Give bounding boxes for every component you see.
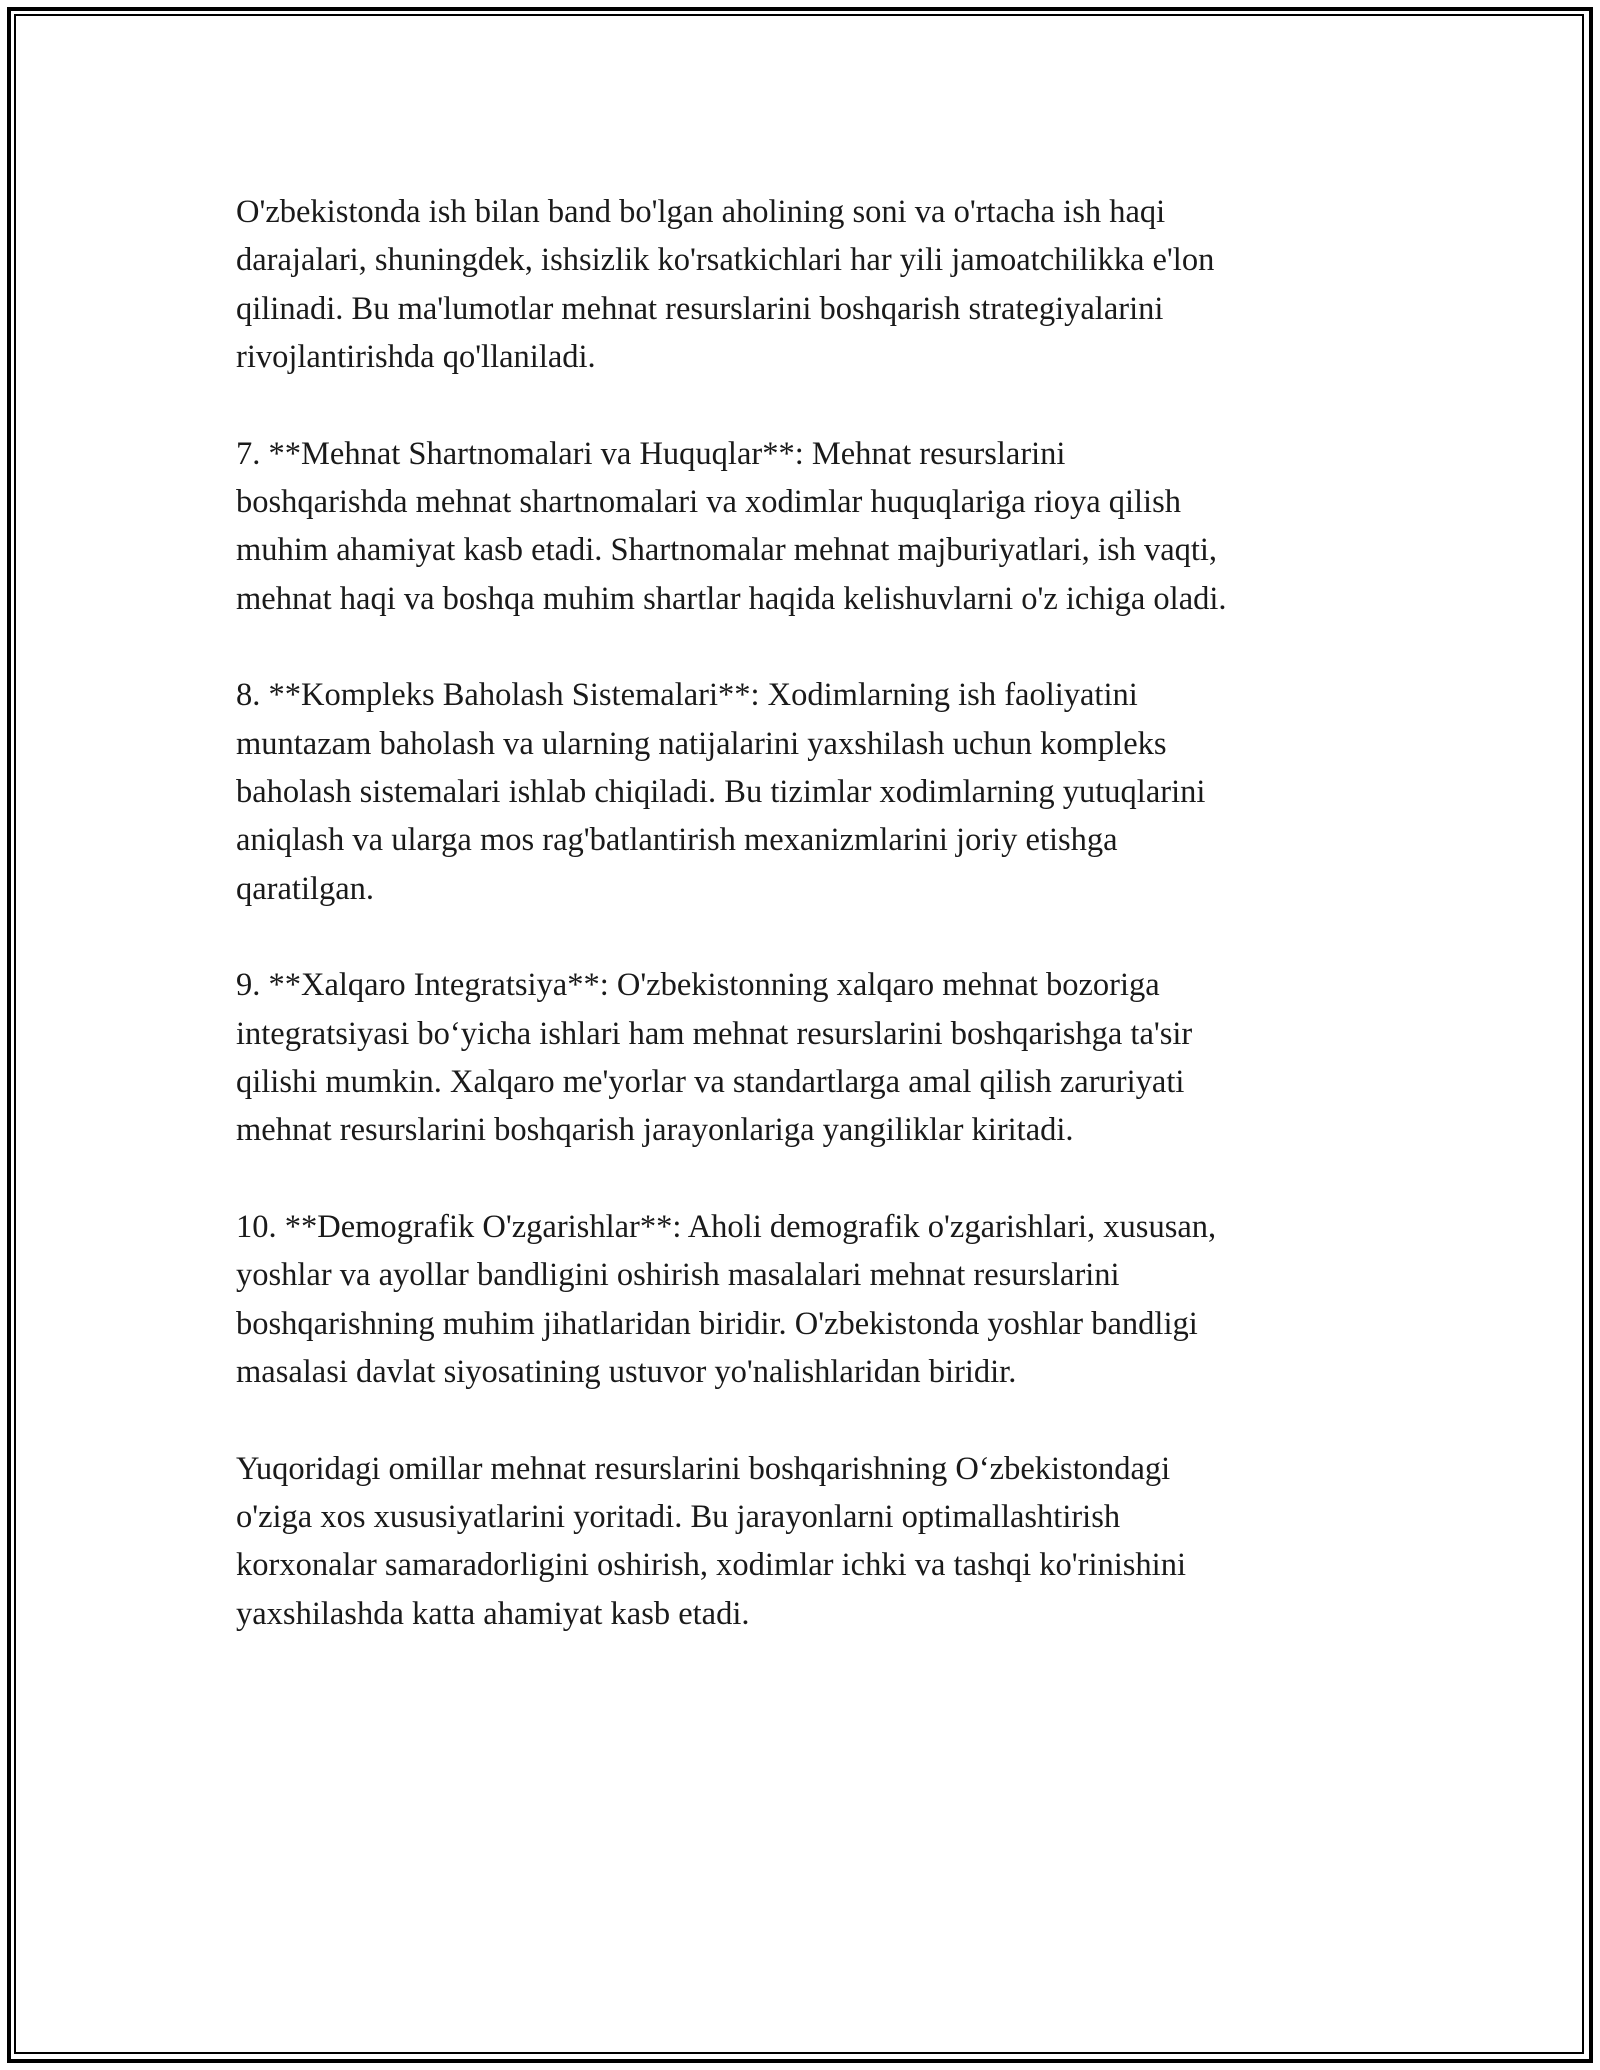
paragraph-item-7: 7. **Mehnat Shartnomalari va Huquqlar**: Mehnat resurslarini boshqarishda mehnat shartnomalari va xodimlar huquqlariga rioya qilish muhim ahamiyat kasb etadi. Shartnomalar mehnat majburiyatlari, ish vaqti, mehnat haqi va boshqa muhim shartlar haqida kelishuvlarni o'z ichiga oladi. xyxy=(236,435,1227,617)
document-body xyxy=(236,188,1366,1686)
paragraph-item-8: 8. **Kompleks Baholash Sistemalari**: Xodimlarning ish faoliyatini muntazam baholash va ularning natijalarini yaxshilash uchun kompleks baholash sistemalari ishlab chiqiladi. Bu tizimlar xodimlarning yutuqlarini aniqlash va ularga mos rag'batlantirish mexanizmlarini joriy etishga qaratilgan. xyxy=(236,677,1206,907)
paragraph-intro: O'zbekistonda ish bilan band bo'lgan aholining soni va o'rtacha ish haqi darajalari, shuningdek, ishsizlik ko'rsatkichlari har yili jamoatchilikka e'lon qilinadi. Bu ma'lumotlar mehnat resurslarini boshqarish strategiyalarini rivojlantirishda qo'llaniladi. xyxy=(236,194,1215,375)
paragraph-conclusion: Yuqoridagi omillar mehnat resurslarini boshqarishning O‘zbekistondagi o'ziga xos xususiyatlarini yoritadi. Bu jarayonlarni optimallashtirish korxonalar samaradorligini oshirish, xodimlar ichki va tashqi ko'rinishini yaxshilashda katta ahamiyat kasb etadi. xyxy=(236,1450,1186,1632)
paragraph-item-10: 10. **Demografik O'zgarishlar**: Aholi demografik o'zgarishlari, xususan, yoshlar va ayollar bandligini oshirish masalalari mehnat resurslarini boshqarishning muhim jihatlaridan biridir. O'zbekistonda yoshlar bandligi masalasi davlat siyosatining ustuvor yo'nalishlaridan biridir. xyxy=(236,1209,1217,1390)
paragraph-item-9: 9. **Xalqaro Integratsiya**: O'zbekistonning xalqaro mehnat bozoriga integratsiyasi bo‘yicha ishlari ham mehnat resurslarini boshqarishga ta'sir qilishi mumkin. Xalqaro me'yorlar va standartlarga amal qilish zaruriyati mehnat resurslarini boshqarish jarayonlariga yangiliklar kiritadi. xyxy=(236,967,1193,1149)
